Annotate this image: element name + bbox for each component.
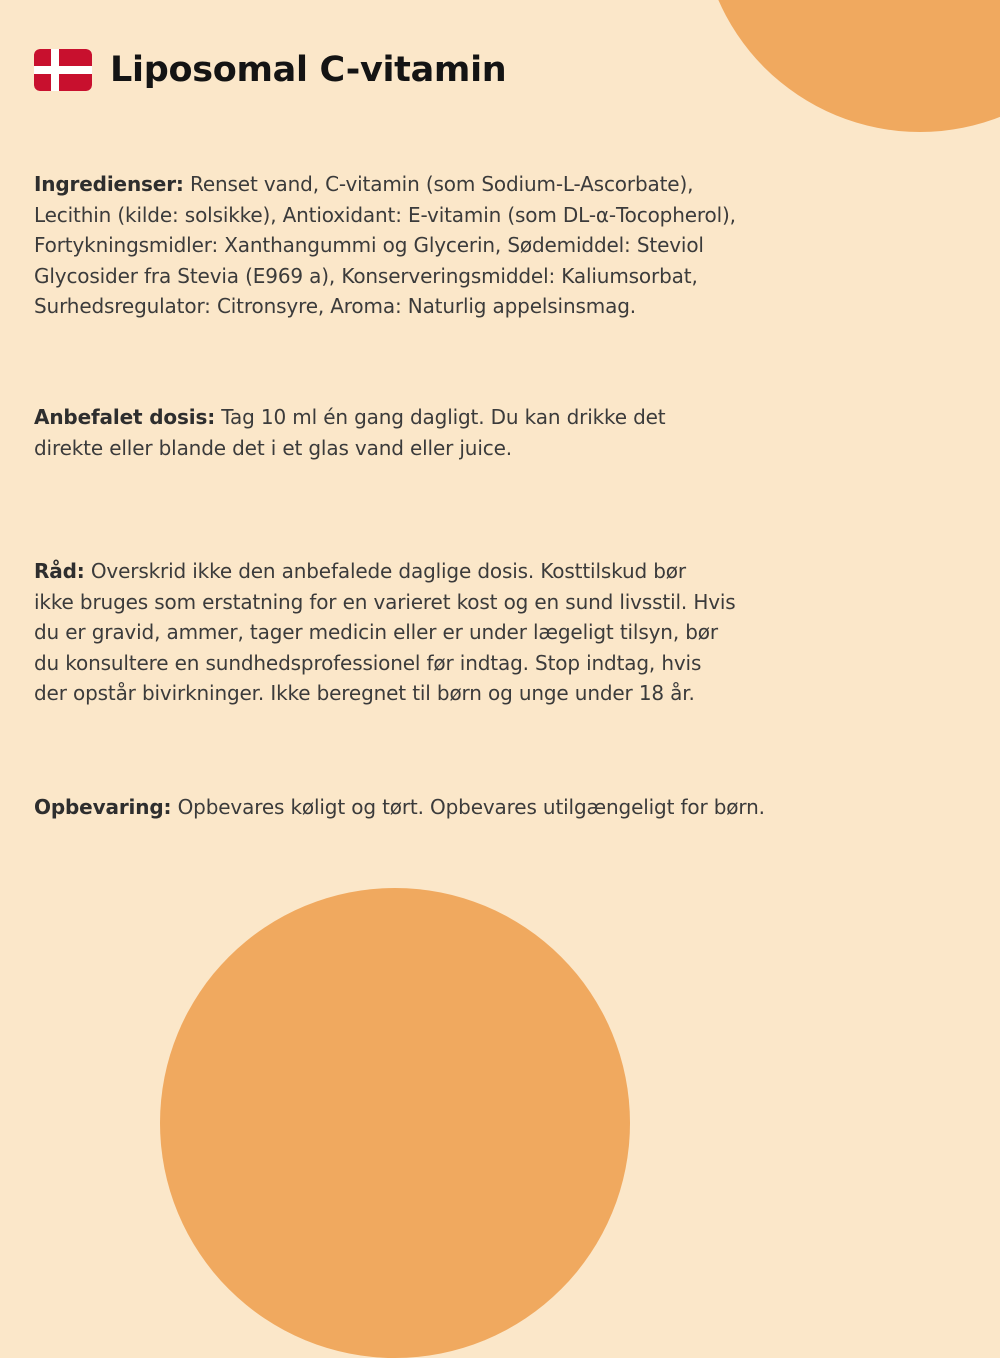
ingredients-line-1	[34, 169, 964, 200]
advice-line-5: der opstår bivirkninger. Ikke beregnet til børn og unge under 18 år.	[34, 681, 695, 705]
ingredients-line-5: Surhedsregulator: Citronsyre, Aroma: Naturlig appelsinsmag.	[34, 294, 636, 318]
ingredients-text: Renset vand, C-vitamin (som Sodium-L-Ascorbate),	[183, 172, 694, 196]
storage-section	[34, 792, 964, 823]
advice-line-1	[34, 556, 964, 587]
ingredients-line-2: Lecithin (kilde: solsikke), Antioxidant: E-vitamin (som DL-α-Tocopherol),	[34, 202, 736, 227]
ingredients-line-3: Fortykningsmidler: Xanthangummi og Glycerin, Sødemiddel: Steviol	[34, 233, 704, 257]
page-title: Liposomal C-vitamin	[110, 50, 507, 90]
ingredients-label: Ingredienser:	[34, 172, 184, 196]
advice-line-3: du er gravid, ammer, tager medicin eller er under lægeligt tilsyn, bør	[34, 620, 718, 644]
product-header	[34, 46, 506, 94]
dosage-text: Tag 10 ml én gang dagligt. Du kan drikke det	[215, 405, 666, 429]
decorative-circle-top-right	[700, 0, 1000, 132]
denmark-flag-icon	[34, 49, 92, 91]
advice-line-2: ikke bruges som erstatning for en varieret kost og en sund livsstil. Hvis	[34, 589, 736, 614]
decorative-circle-bottom	[160, 888, 630, 1358]
storage-label: Opbevaring:	[34, 795, 172, 819]
advice-line-4: du konsultere en sundhedsprofessionel før indtag. Stop indtag, hvis	[34, 650, 702, 675]
dosage-label: Anbefalet dosis:	[34, 405, 216, 429]
storage-text: Opbevares køligt og tørt. Opbevares utilgængeligt for børn.	[171, 795, 765, 819]
storage-line-1	[34, 792, 964, 823]
ingredients-section	[34, 169, 964, 322]
ingredients-line-4: Glycosider fra Stevia (E969 a), Konserveringsmiddel: Kaliumsorbat,	[34, 263, 698, 288]
advice-text: Overskrid ikke den anbefalede daglige dosis. Kosttilskud bør	[84, 559, 686, 583]
dosage-line-2: direkte eller blande det i et glas vand eller juice.	[34, 435, 512, 460]
advice-label: Råd:	[34, 559, 85, 583]
dosage-section	[34, 402, 964, 463]
advice-section	[34, 556, 964, 709]
dosage-line-1	[34, 402, 964, 433]
